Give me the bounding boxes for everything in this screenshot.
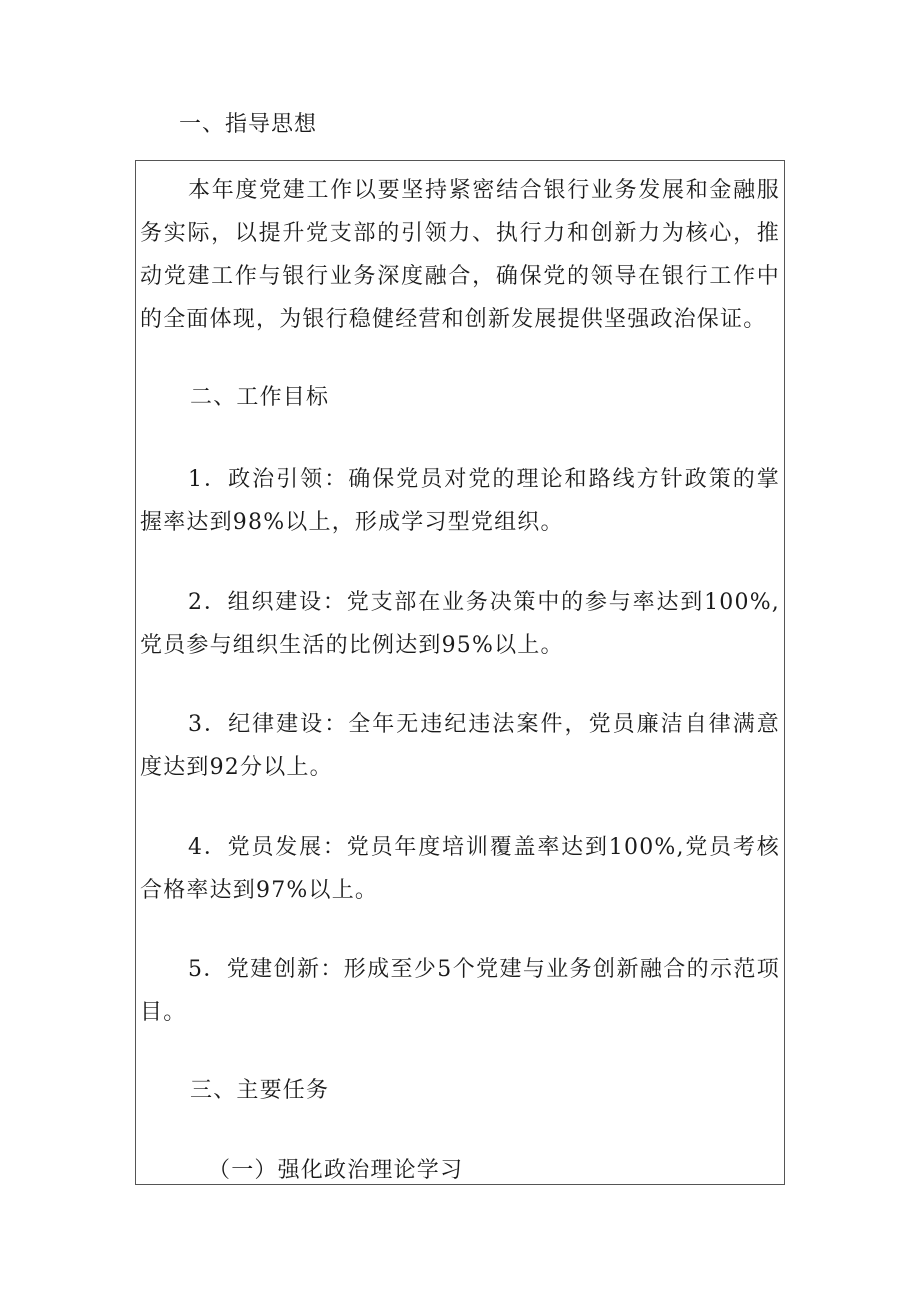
- section-title-main-tasks: 三、主要任务: [190, 1078, 330, 1103]
- goal-item-member-development: 4．党员发展：党员年度培训覆盖率达到100%,党员考核合格率达到97%以上。: [140, 835, 780, 903]
- section-title-guiding-thought: 一、指导思想: [179, 112, 318, 137]
- goal-item-organization: 2．组织建设：党支部在业务决策中的参与率达到100%,党员参与组织生活的比例达到95%以上。: [140, 590, 780, 658]
- goal-item-innovation: 5．党建创新：形成至少5个党建与业务创新融合的示范项目。: [140, 957, 780, 1025]
- goal-item-discipline: 3．纪律建设：全年无违纪违法案件，党员廉洁自律满意度达到92分以上。: [140, 712, 780, 780]
- content-frame: [135, 160, 785, 1185]
- goal-item-political: 1．政治引领：确保党员对党的理论和路线方针政策的掌握率达到98%以上，形成学习型党组织。: [140, 467, 780, 535]
- guiding-paragraph: 本年度党建工作以要坚持紧密结合银行业务发展和金融服务实际，以提升党支部的引领力、执行力和创新力为核心，推动党建工作与银行业务深度融合，确保党的领导在银行工作中的全面体现，为银行稳健经营和创新发展提供坚强政治保证。: [140, 178, 780, 332]
- subsection-title-political-study: （一）强化政治理论学习: [208, 1158, 464, 1183]
- section-title-work-goals: 二、工作目标: [190, 385, 330, 410]
